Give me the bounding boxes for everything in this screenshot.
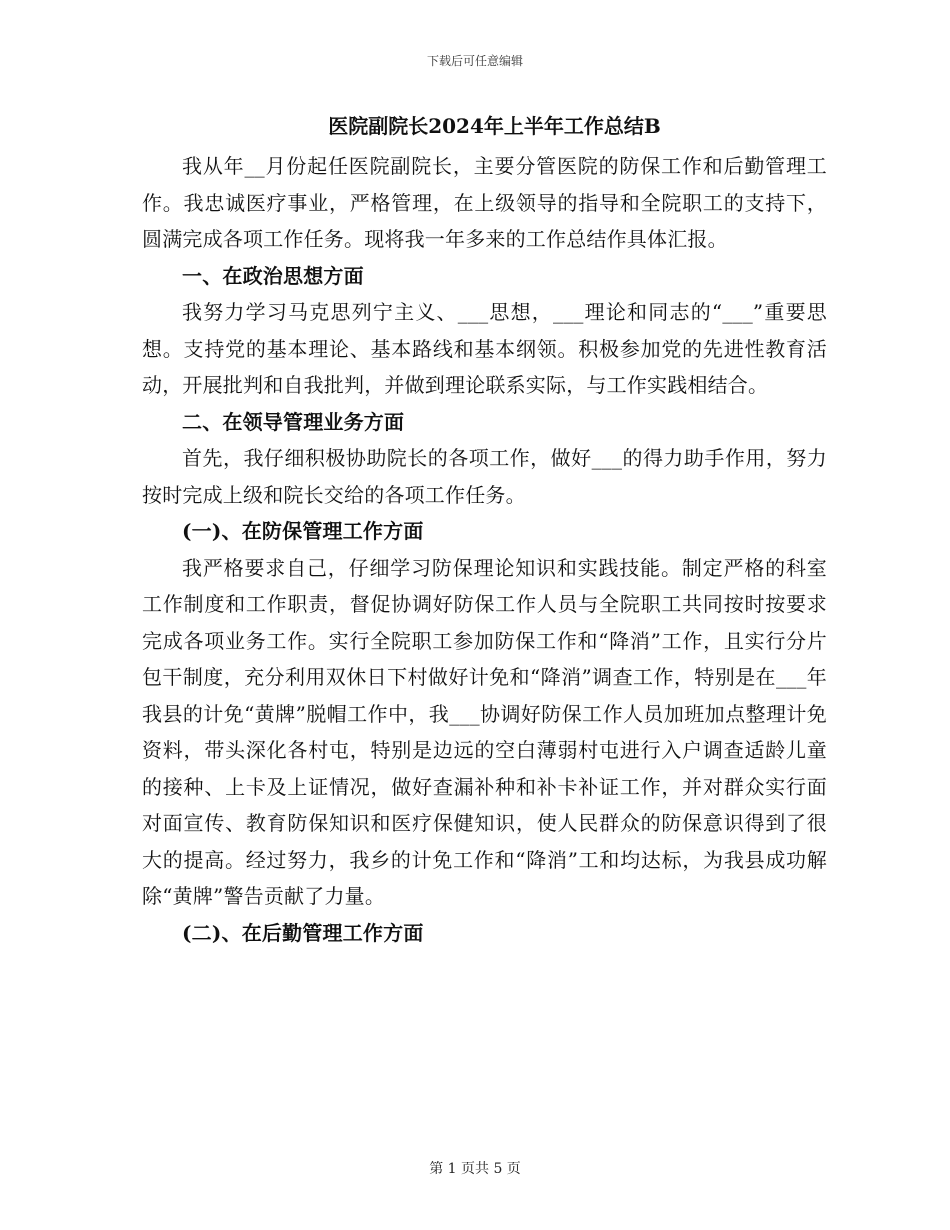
section-heading-politics: 一、在政治思想方面 <box>182 263 364 288</box>
subsection-heading-prevention: (一)、在防保管理工作方面 <box>182 519 424 543</box>
page-number: 第 1 页共 5 页 <box>429 1161 521 1177</box>
paragraph-intro: 我从年__月份起任医院副院长，主要分管医院的防保工作和后勤管理工作。我忠诚医疗事业，严格管理，在上级领导的指导和全院职工的支持下，圆满完成各项工作任务。现将我一年多来的工作总结作具体汇报。 <box>142 154 827 251</box>
header-note: 下载后可任意编辑 <box>426 54 523 68</box>
section-heading-management: 二、在领导管理业务方面 <box>182 409 405 434</box>
paragraph-prevention: 我严格要求自己，仔细学习防保理论知识和实践技能。制定严格的科室工作制度和工作职责，督促协调好防保工作人员与全院职工共同按时按要求完成各项业务工作。实行全院职工参加防保工作和“降消”工作，且实行分片包干制度，充分利用双休日下村做好计免和“降消”调查工作，特别是在___年我县的计免“黄牌”脱帽工作中，我___协调好防保工作人员加班加点整理计免资料，带头深化各村屯，特别是边远的空白薄弱村屯进行入户调查适龄儿童的接种、上卡及上证情况，做好查漏补种和补卡补证工作，并对群众实行面对面宣传、教育防保知识和医疗保健知识，使人民群众的防保意识得到了很大的提高。经过努力，我乡的计免工作和“降消”工和均达标，为我县成功解除“黄牌”警告贡献了力量。 <box>142 555 827 908</box>
document-title: 医院副院长2024年上半年工作总结B <box>328 114 661 138</box>
document-body <box>142 112 827 951</box>
paragraph-politics: 我努力学习马克思列宁主义、___思想，___理论和同志的“___”重要思想。支持党的基本理论、基本路线和基本纲领。积极参加党的先进性教育活动，开展批判和自我批判，并做到理论联系实际，与工作实践相结合。 <box>142 300 827 397</box>
subsection-heading-logistics: (二)、在后勤管理工作方面 <box>182 920 424 945</box>
paragraph-management: 首先，我仔细积极协助院长的各项工作，做好___的得力助手作用，努力按时完成上级和院长交给的各项工作任务。 <box>142 446 827 507</box>
